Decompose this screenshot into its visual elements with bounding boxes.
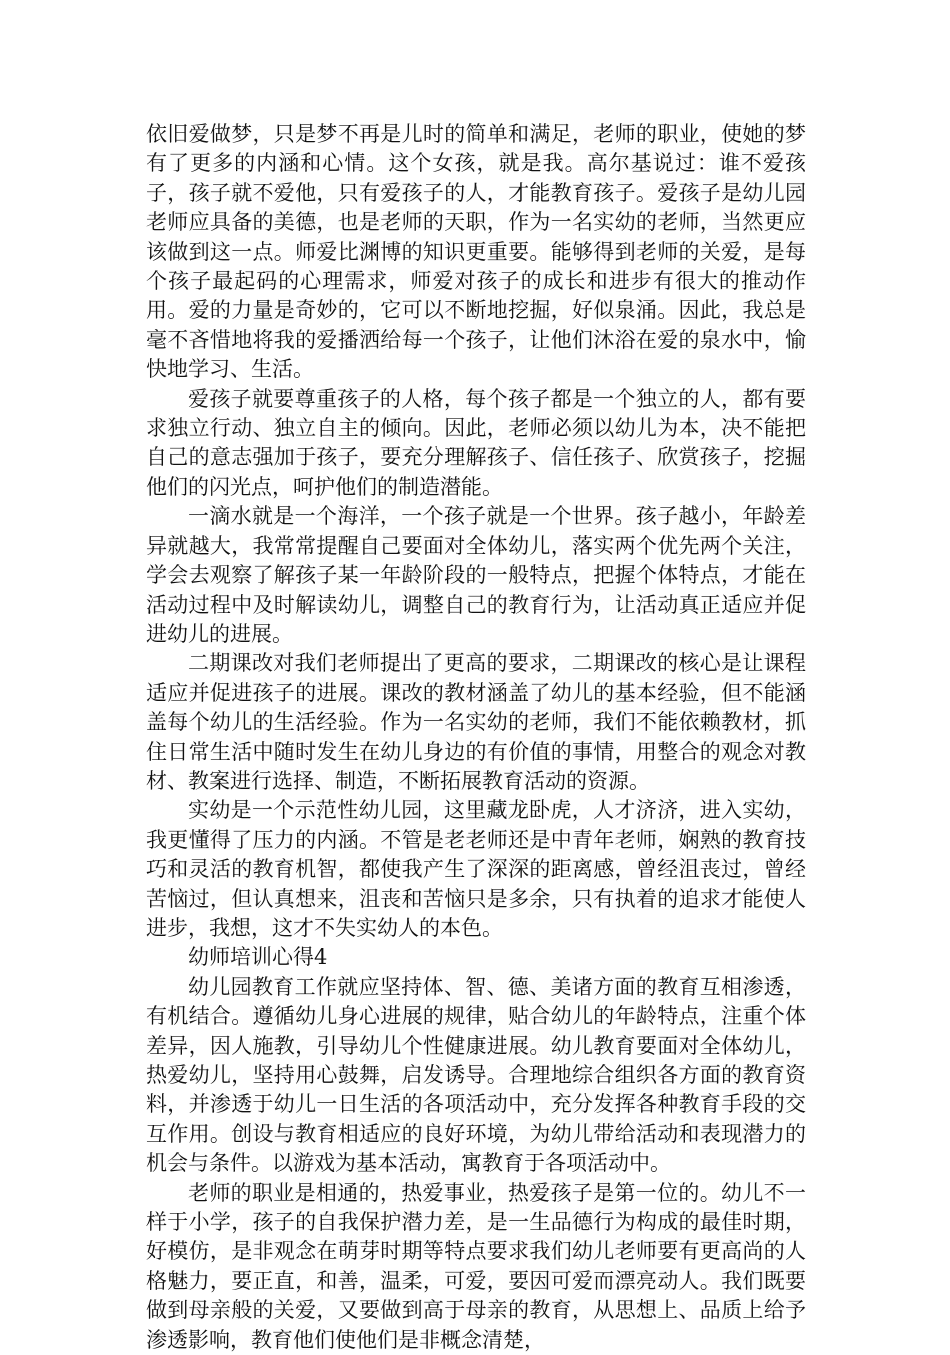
paragraph-curriculum-reform: 二期课改对我们老师提出了更高的要求，二期课改的核心是让课程适应并促进孩子的进展。课改的教材涵盖了幼儿的基本经验，但不能涵盖每个幼儿的生活经验。作为一名实幼的老师，我们不能依赖教材，抓住日常生活中随时发生在幼儿身边的有价值的事情，用整合的观念对教材、教案进行选择、制造，不断拓展教育活动的资源。: [146, 651, 806, 793]
paragraph-model-kindergarten: 实幼是一个示范性幼儿园，这里藏龙卧虎，人才济济，进入实幼，我更懂得了压力的内涵。不管是老老师还是中青年老师，娴熟的教育技巧和灵活的教育机智，都使我产生了深深的距离感，曾经沮丧过，曾经苦恼过，但认真想来，沮丧和苦恼只是多余，只有执着的追求才能使人进步，我想，这才不失实幼人的本色。: [146, 798, 806, 940]
paragraph-education-work: 幼儿园教育工作就应坚持体、智、德、美诸方面的教育互相渗透，有机结合。遵循幼儿身心进展的规律，贴合幼儿的年龄特点，注重个体差异，因人施教，引导幼儿个性健康进展。幼儿教育要面对全体幼儿，热爱幼儿，坚持用心鼓舞，启发诱导。合理地综合组织各方面的教育资料，并渗透于幼儿一日生活的各项活动中，充分发挥各种教育手段的交互作用。创设与教育相适应的良好环境，为幼儿带给活动和表现潜力的机会与条件。以游戏为基本活动，寓教育于各项活动中。: [146, 974, 806, 1176]
paragraph-respect-personality: 爱孩子就要尊重孩子的人格，每个孩子都是一个独立的人，都有要求独立行动、独立自主的倾向。因此，老师必须以幼儿为本，决不能把自己的意志强加于孩子，要充分理解孩子、信任孩子、欣赏孩子，挖掘他们的闪光点，呵护他们的制造潜能。: [146, 386, 806, 499]
paragraph-love-dream: 依旧爱做梦，只是梦不再是儿时的简单和满足，老师的职业，使她的梦有了更多的内涵和心情。这个女孩，就是我。高尔基说过：谁不爱孩子，孩子就不爱他，只有爱孩子的人，才能教育孩子。爱孩子是幼儿园老师应具备的美德，也是老师的天职，作为一名实幼的老师，当然更应该做到这一点。师爱比渊博的知识更重要。能够得到老师的关爱，是每个孩子最起码的心理需求，师爱对孩子的成长和进步有很大的推动作用。爱的力量是奇妙的，它可以不断地挖掘，好似泉涌。因此，我总是毫不吝惜地将我的爱播洒给每一个孩子，让他们沐浴在爱的泉水中，愉快地学习、生活。: [146, 122, 806, 382]
paragraph-drop-of-water: 一滴水就是一个海洋，一个孩子就是一个世界。孩子越小，年龄差异就越大，我常常提醒自己要面对全体幼儿，落实两个优先两个关注，学会去观察了解孩子某一年龄阶段的一般特点，把握个体特点，才能在活动过程中及时解读幼儿，调整自己的教育行为，让活动真正适应并促进幼儿的进展。: [146, 504, 806, 646]
document-body: [146, 120, 806, 1355]
paragraph-teacher-profession: 老师的职业是相通的，热爱事业，热爱孩子是第一位的。幼儿不一样于小学，孩子的自我保护潜力差，是一生品德行为构成的最佳时期，好模仿，是非观念在萌芽时期等特点要求我们幼儿老师要有更高尚的人格魅力，要正直，和善，温柔，可爱，要因可爱而漂亮动人。我们既要做到母亲般的关爱，又要做到高于母亲的教育，从思想上、品质上给予渗透影响，教育他们使他们是非概念清楚，: [146, 1180, 806, 1352]
section-heading: 幼师培训心得4: [188, 945, 328, 970]
